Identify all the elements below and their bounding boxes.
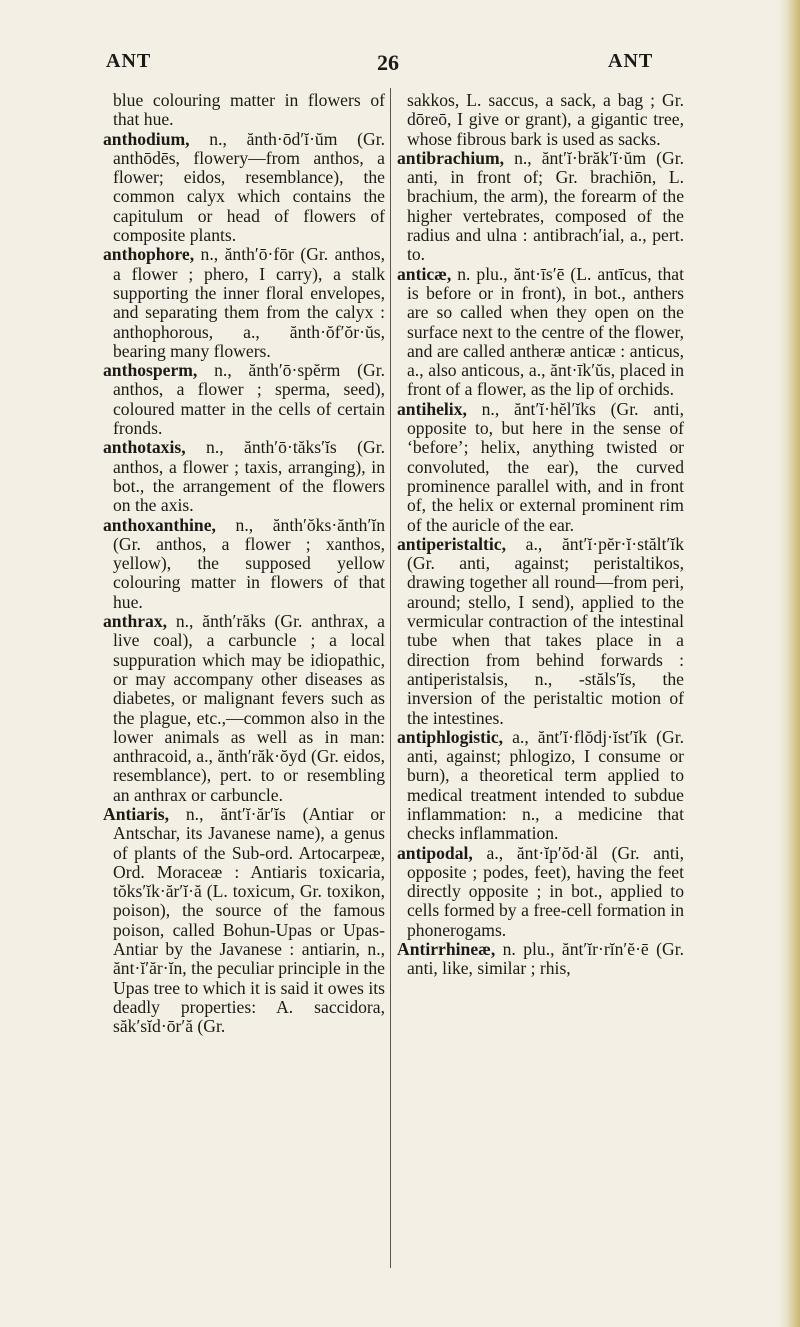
dictionary-entry [397, 265, 684, 400]
page-edge [778, 0, 800, 1327]
right-column [397, 91, 684, 979]
dictionary-entry [397, 728, 684, 844]
header-right-guide-word: ANT [608, 50, 654, 72]
header-left-guide-word: ANT [106, 50, 152, 72]
entry-headword: antiphlogistic, [397, 726, 504, 747]
entry-definition: n., ănth·ōd′ĭ·ŭm (Gr. anthōdēs, flowery—from anthos, a flower; eidos, resemblance), the common calyx which contains the capitulum or head of flowers of composite plants. [113, 128, 385, 246]
entry-headword: anticæ, [397, 263, 452, 284]
dictionary-entry [103, 91, 385, 130]
entry-definition: n., ănt′ĭ·brăk′ĭ·ŭm (Gr. anti, in front of; Gr. brachiōn, L. brachium, the arm), the forearm of the higher vertebrates, composed of the radius and ulna : antibrach′ial, a., pert. to. [407, 147, 684, 265]
running-header [0, 50, 800, 80]
entry-definition: n., ănth′ō·fōr (Gr. anthos, a flower ; phero, I carry), a stalk supporting the inner floral envelopes, and separating them from the calyx : anthophorous, a., ănth·ŏf′ŏr·ŭs, bearing many flowers. [113, 244, 385, 361]
entry-definition: a., ănt′ĭ·pĕr·ĭ·stălt′ĭk (Gr. anti, against; peristaltikos, drawing together all round—from peri, around; stello, I send), applied to the vermicular contraction of the intestinal tube when that takes place in a direction from behind forwards : antiperistalsis, n., -stăls′ĭs, the inversion of the peristaltic motion of the intestines. [407, 533, 684, 728]
entry-definition: n. plu., ănt′ĭr·rĭn′ĕ·ē (Gr. anti, like, similar ; rhis, [407, 939, 684, 979]
dictionary-entry [103, 438, 385, 515]
entry-definition: sakkos, L. saccus, a sack, a bag ; Gr. dōreō, I give or grant), a gigantic tree, whose fibrous bark is used as sacks. [407, 90, 684, 149]
entry-definition: a., ănt·ĭp′ŏd·ăl (Gr. anti, opposite ; podes, feet), having the feet directly opposite ; in bot., applied to cells formed by a free-cell formation in phonerogams. [407, 842, 684, 940]
dictionary-entry [397, 844, 684, 940]
entry-definition: n., ănt′ĭ·hĕl′ĭks (Gr. anti, opposite to, but here in the sense of ‘before’; helix, anything twisted or convoluted, the ear), the curved prominence parallel with, and in front of, the helix or external prominent rim of the auricle of the ear. [407, 398, 684, 535]
dictionary-entry [397, 400, 684, 535]
entry-headword: anthrax, [103, 611, 168, 632]
dictionary-entry [397, 940, 684, 979]
entry-headword: antihelix, [397, 398, 467, 419]
column-divider [390, 88, 391, 1268]
dictionary-entry [103, 516, 385, 612]
entry-headword: antibrachium, [397, 147, 505, 168]
left-column [103, 91, 385, 1037]
entry-headword: antipodal, [397, 842, 473, 863]
entry-definition: blue colouring matter in flowers of that hue. [113, 90, 385, 130]
entry-headword: anthoxanthine, [103, 514, 216, 535]
entry-headword: Antiaris, [103, 803, 169, 824]
dictionary-entry [103, 612, 385, 805]
entry-definition: n., ănth′ō·tăks′ĭs (Gr. anthos, a flower ; taxis, arranging), in bot., the arrangement of the flowers on the axis. [113, 437, 385, 516]
page-number: 26 [377, 50, 399, 75]
dictionary-entry [103, 130, 385, 246]
entry-headword: Antirrhineæ, [397, 939, 496, 960]
entry-definition: n. plu., ănt·īs′ē (L. antīcus, that is before or in front), in bot., anthers are so called when they open on the surface next to the centre of the flower, and are called antheræ anticæ : anticus, a., also anticous, a., ănt·īk′ŭs, placed in front of a flower, as the lip of orchids. [407, 263, 684, 400]
entry-definition: n., ănth′răks (Gr. anthrax, a live coal), a carbuncle ; a local suppuration which may be idiopathic, or may accompany other diseases as diabetes, or malignant fevers such as the plague, etc.,—common also in the lower animals as well as in man: anthracoid, a., ănth′răk·ŏyd (Gr. eidos, resemblance), pert. to or resembling an anthrax or carbuncle. [113, 611, 385, 805]
dictionary-entry [103, 245, 385, 361]
entry-definition: n., ănt′ĭ·ăr′ĭs (Antiar or Antschar, its Javanese name), a genus of plants of the Sub-ord. Artocarpeæ, Ord. Moraceæ : Antiaris toxicaria, tŏks′ĭk·ăr′ĭ·ă (L. toxicum, Gr. toxikon, poison), the source of the famous poison, called Bohun-Upas or Upas-Antiar by the Javanese : antiarin, n., ănt·ĭ′ăr·ĭn, the peculiar principle in the Upas tree to which it is said it owes its deadly properties: A. saccidora, săk′sĭd·ōr′ă (Gr. [113, 803, 385, 1037]
entry-headword: anthotaxis, [103, 437, 186, 458]
entry-headword: anthophore, [103, 244, 195, 265]
entry-headword: anthodium, [103, 128, 190, 149]
dictionary-entry [397, 91, 684, 149]
entry-definition: n., ănth′ō·spĕrm (Gr. anthos, a flower ; sperma, seed), coloured matter in the cells of certain fronds. [113, 360, 385, 439]
entry-definition: n., ănth′ŏks·ănth′ĭn (Gr. anthos, a flower ; xanthos, yellow), the supposed yellow colouring matter in flowers of that hue. [113, 514, 385, 612]
entry-headword: antiperistaltic, [397, 533, 506, 554]
dictionary-entry [397, 149, 684, 265]
entry-headword: anthosperm, [103, 360, 198, 381]
dictionary-entry [103, 805, 385, 1037]
dictionary-entry [103, 361, 385, 438]
dictionary-entry [397, 535, 684, 728]
entry-definition: a., ănt′ĭ·flŏdj·ĭst′ĭk (Gr. anti, against; phlogizo, I consume or burn), a theoretical term applied to medical treatment intended to subdue inflammation: n., a medicine that checks inflammation. [407, 726, 684, 844]
